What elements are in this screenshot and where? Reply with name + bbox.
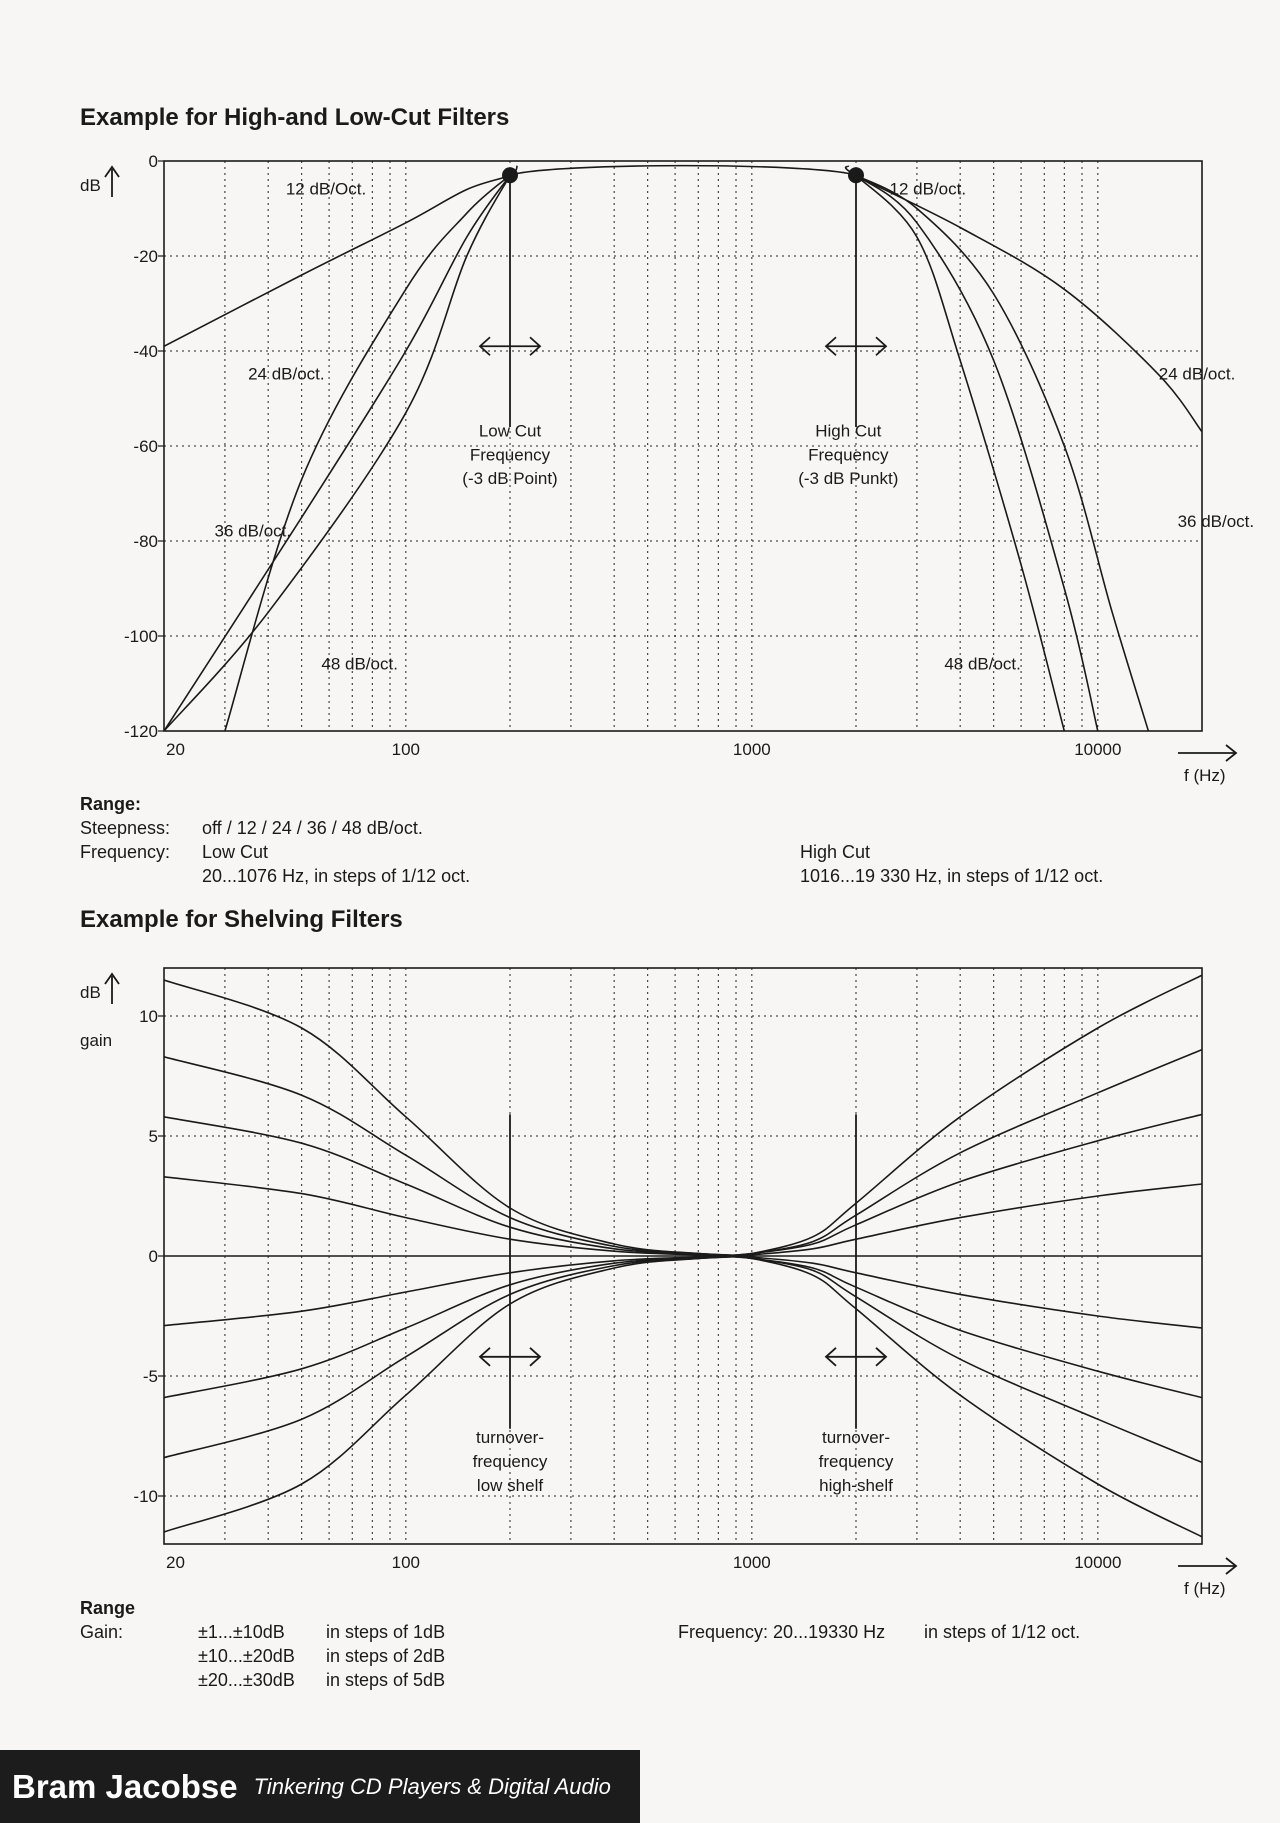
gain-range-3: ±20...±30dB	[198, 1670, 295, 1690]
c2-ylabel: dB	[80, 983, 101, 1002]
shelving-chart	[0, 960, 1280, 1600]
c2-xtick-label-1: 100	[391, 1553, 421, 1572]
c1-ytick-label-0: 0	[148, 152, 158, 171]
c1-xtick-label-0: 20	[166, 740, 185, 759]
c1-ytick-label-2: -40	[133, 342, 158, 361]
gain-range-2: ±10...±20dB	[198, 1646, 295, 1666]
c2-series-0	[164, 980, 752, 1256]
c2-annotation-0: turnover-	[475, 1428, 545, 1448]
c1-series-3	[164, 175, 510, 731]
c1-annotation-5: 24 dB/oct.	[1158, 364, 1236, 384]
high-cut-label: High Cut	[800, 842, 871, 862]
c2-annotation-5: high-shelf	[819, 1476, 893, 1496]
c2-series-6	[164, 1256, 752, 1458]
c2-ylabel2: gain	[80, 1031, 113, 1050]
c2-series-9	[718, 1050, 1202, 1256]
c1-xtick-label-1: 100	[391, 740, 421, 759]
c1-ytick-label-1: -20	[133, 247, 158, 266]
c2-ytick-label-3: -5	[142, 1367, 158, 1386]
gain-step-2: in steps of 2dB	[326, 1646, 446, 1666]
gain-label: Gain:	[80, 1622, 124, 1642]
c1-series-4	[846, 166, 1202, 432]
high-cut-value: 1016...19 330 Hz, in steps of 1/12 oct.	[800, 866, 1104, 886]
c2-ytick-label-1: 5	[148, 1127, 158, 1146]
banner-author-name: Bram Jacobse	[12, 1767, 238, 1805]
c1-annotation-2: 36 dB/oct.	[214, 521, 292, 541]
c1-series-2	[164, 175, 510, 731]
c1-annotation-3: 48 dB/oct.	[321, 654, 398, 674]
c2-xtick-label-0: 20	[166, 1553, 185, 1572]
c2-series-1	[164, 1057, 752, 1256]
c1-annotation-6: 36 dB/oct.	[1177, 511, 1255, 531]
c1-annotation-12: Frequency	[808, 445, 889, 465]
c1-ylabel: dB	[80, 176, 101, 195]
c1-annotation-11: High Cut	[815, 421, 882, 441]
c1-xtick-label-2: 1000	[732, 740, 771, 759]
gain-step-3: in steps of 5dB	[326, 1670, 446, 1690]
chart1-title: Example for High-and Low-Cut Filters	[80, 104, 510, 131]
author-banner	[0, 1750, 640, 1823]
low-cut-label: Low Cut	[202, 842, 269, 862]
c2-xlabel: f (Hz)	[1184, 1579, 1226, 1598]
c2-xtick-label-2: 1000	[732, 1553, 771, 1572]
c1-xtick-label-3: 10000	[1074, 740, 1122, 759]
c1-annotation-8: Low Cut	[478, 421, 542, 441]
c1-lowcut-point	[502, 167, 518, 183]
c1-annotation-10: (-3 dB Point)	[462, 469, 558, 488]
chart2-title: Example for Shelving Filters	[80, 906, 403, 933]
c1-passband	[510, 166, 856, 176]
gain-step-1: in steps of 1dB	[326, 1622, 446, 1642]
range1-heading: Range:	[80, 794, 142, 814]
steepness-value: off / 12 / 24 / 36 / 48 dB/oct.	[202, 818, 423, 838]
steepness-label: Steepness:	[80, 818, 171, 838]
c2-series-7	[164, 1256, 752, 1532]
c1-annotation-1: 24 dB/oct.	[248, 364, 325, 384]
c2-ytick-label-0: 10	[139, 1007, 158, 1026]
low-cut-value: 20...1076 Hz, in steps of 1/12 oct.	[202, 866, 471, 886]
c1-annotation-7: 48 dB/oct.	[944, 654, 1021, 674]
shelf-frequency-range: Frequency: 20...19330 Hz	[678, 1622, 886, 1642]
c2-xtick-label-3: 10000	[1074, 1553, 1122, 1572]
c2-annotation-3: turnover-	[821, 1428, 891, 1448]
range2-heading: Range	[80, 1598, 136, 1618]
c2-ytick-label-2: 0	[148, 1247, 158, 1266]
c2-annotation-4: frequency	[818, 1452, 894, 1472]
c2-ytick-label-4: -10	[133, 1487, 158, 1506]
c1-series-5	[856, 175, 1148, 731]
highlow-cut-chart	[0, 150, 1280, 800]
banner-subtitle: Tinkering CD Players & Digital Audio	[253, 1773, 611, 1799]
gain-range-1: ±1...±10dB	[198, 1622, 285, 1642]
c1-annotation-0: 12 dB/Oct.	[285, 179, 367, 199]
c1-annotation-4: 12 dB/oct.	[889, 179, 967, 199]
c1-xlabel: f (Hz)	[1184, 766, 1226, 785]
c2-series-4	[164, 1256, 752, 1326]
c1-annotation-13: (-3 dB Punkt)	[798, 469, 899, 488]
c1-ytick-label-6: -120	[123, 722, 158, 741]
frequency-label: Frequency:	[80, 842, 171, 862]
c1-series-6	[856, 175, 1098, 731]
c1-highcut-point	[848, 167, 864, 183]
c2-annotation-2: low shelf	[476, 1476, 544, 1496]
c2-annotation-1: frequency	[472, 1452, 548, 1472]
c1-ytick-label-5: -100	[123, 627, 158, 646]
c1-ytick-label-4: -80	[133, 532, 158, 551]
shelf-frequency-step: in steps of 1/12 oct.	[924, 1622, 1081, 1642]
c1-ytick-label-3: -60	[133, 437, 158, 456]
c1-annotation-9: Frequency	[469, 445, 551, 465]
